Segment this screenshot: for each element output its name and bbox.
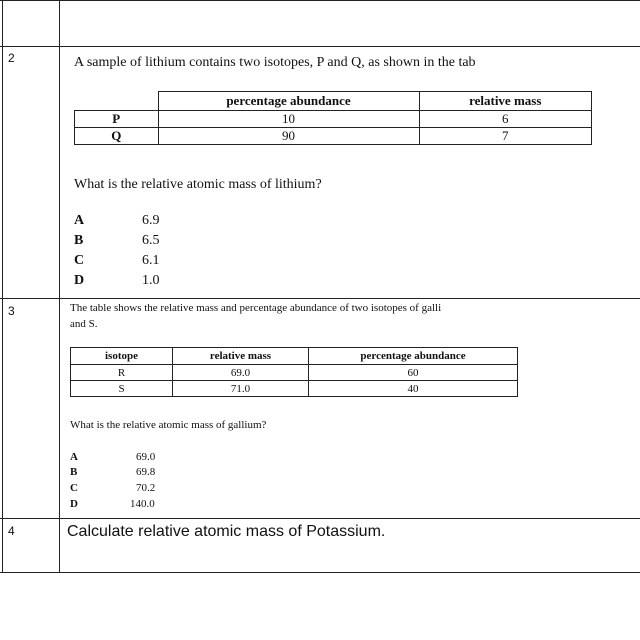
answer-option (74, 233, 160, 249)
isotope-table-gallium (70, 347, 518, 397)
table-header-cell: relative mass (419, 92, 592, 111)
table-header-cell: isotope (71, 348, 173, 365)
table-border-top (0, 0, 640, 1)
option-letter: D (74, 273, 85, 288)
table-border-left (2, 0, 3, 573)
table-cell: 60 (309, 365, 518, 381)
table-cell: 6 (419, 111, 592, 128)
row-divider (0, 46, 640, 47)
answer-option (74, 213, 160, 229)
option-value: 6.1 (142, 253, 160, 268)
table-row (71, 381, 518, 397)
row-number: 2 (8, 51, 15, 65)
table-cell: 69.0 (173, 365, 309, 381)
option-value: 6.9 (142, 213, 160, 228)
option-value: 69.8 (136, 466, 156, 478)
table-header-cell: relative mass (173, 348, 309, 365)
option-letter: A (74, 213, 85, 228)
table-row (71, 365, 518, 381)
table-cell: S (71, 381, 173, 397)
answer-option (70, 466, 156, 478)
answer-option (70, 451, 156, 463)
option-value: 140.0 (130, 498, 155, 510)
column-divider (59, 0, 60, 573)
table-header-cell (75, 92, 159, 111)
question-prompt: What is the relative atomic mass of gallium? (70, 419, 267, 431)
table-row (75, 111, 592, 128)
question-text: and S. (70, 318, 98, 330)
row-number: 4 (8, 524, 15, 538)
question-text: A sample of lithium contains two isotopes, P and Q, as shown in the tab (74, 55, 476, 70)
option-value: 6.5 (142, 233, 160, 248)
option-value: 1.0 (142, 273, 160, 288)
table-cell: 10 (158, 111, 419, 128)
option-letter: B (74, 233, 84, 248)
table-border-bottom (0, 572, 640, 573)
option-letter: A (70, 451, 78, 463)
table-header-cell: percentage abundance (158, 92, 419, 111)
question-text: The table shows the relative mass and percentage abundance of two isotopes of galli (70, 302, 442, 314)
table-header-row (71, 348, 518, 365)
option-letter: C (70, 482, 78, 494)
answer-option (74, 273, 160, 289)
row-divider (0, 518, 640, 519)
table-cell: 90 (158, 128, 419, 145)
option-value: 70.2 (136, 482, 156, 494)
option-letter: C (74, 253, 85, 268)
row-divider (0, 298, 640, 299)
answer-option (74, 253, 160, 269)
question-prompt: What is the relative atomic mass of lithium? (74, 177, 322, 192)
option-letter: D (70, 498, 78, 510)
table-cell: 40 (309, 381, 518, 397)
table-header-cell: percentage abundance (309, 348, 518, 365)
option-value: 69.0 (136, 451, 156, 463)
answer-option (70, 498, 155, 510)
table-cell: 71.0 (173, 381, 309, 397)
table-cell: P (75, 111, 159, 128)
option-letter: B (70, 466, 78, 478)
answer-option (70, 482, 156, 494)
row-number: 3 (8, 304, 15, 318)
isotope-table-lithium (74, 91, 592, 145)
table-cell: R (71, 365, 173, 381)
table-cell: Q (75, 128, 159, 145)
table-cell: 7 (419, 128, 592, 145)
table-row (75, 128, 592, 145)
question-text: Calculate relative atomic mass of Potassium. (67, 523, 386, 540)
table-header-row (75, 92, 592, 111)
